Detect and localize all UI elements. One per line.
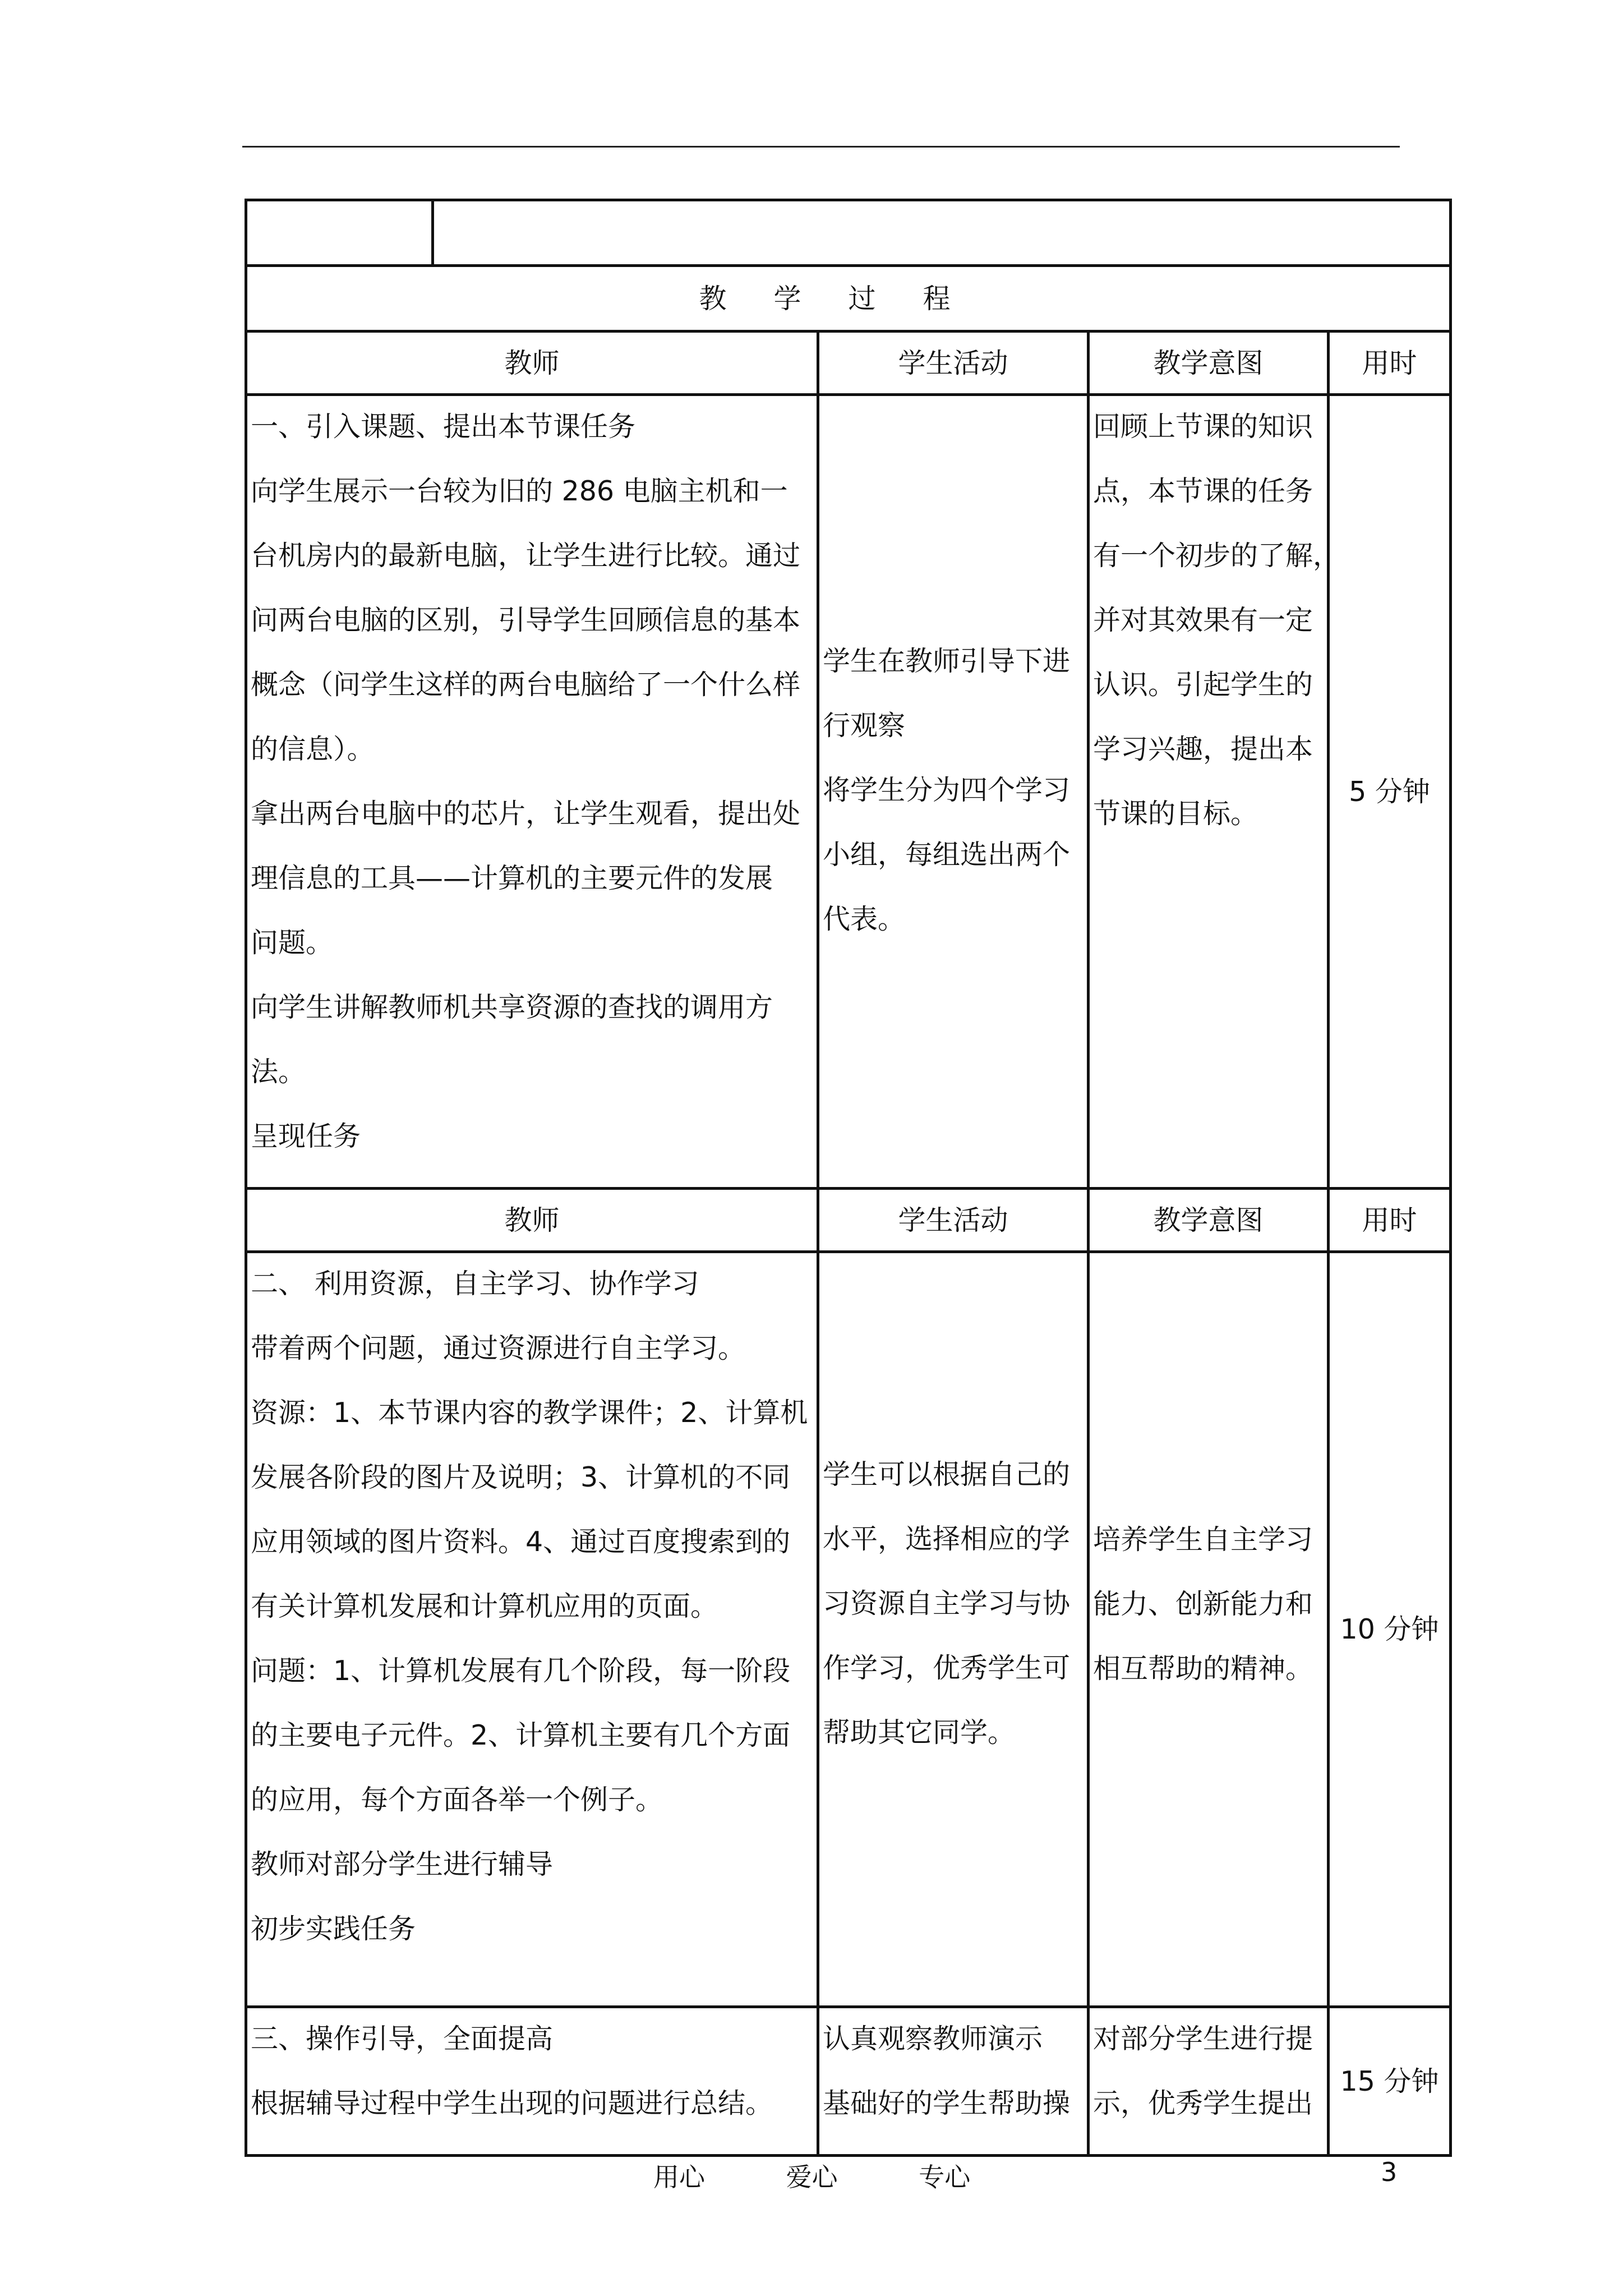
header-rule [242, 146, 1400, 148]
text-line: 向学生讲解教师机共享资源的查找的调用方 [251, 991, 773, 1023]
col-header-intent: 教学意图 [1089, 332, 1329, 395]
row3-time: 15 分钟 [1329, 2007, 1451, 2156]
text-line: 有关计算机发展和计算机应用的页面。 [251, 1590, 718, 1622]
text-line: 理信息的工具——计算机的主要元件的发展 [251, 862, 773, 894]
row1-time: 5 分钟 [1329, 395, 1451, 1189]
text-line: 带着两个问题，通过资源进行自主学习。 [251, 1332, 746, 1364]
col-header-teacher: 教师 [246, 1189, 818, 1252]
text-line: 教师对部分学生进行辅导 [251, 1848, 554, 1880]
column-header-row [246, 332, 1451, 395]
text-line: 水平，选择相应的学 [823, 1523, 1071, 1555]
text-line: 初步实践任务 [251, 1913, 416, 1945]
col-header-student: 学生活动 [818, 1189, 1089, 1252]
table-row [246, 1252, 1451, 2007]
text-line: 应用领域的图片资料。4、通过百度搜索到的 [251, 1526, 791, 1558]
blank-cell-left [246, 200, 433, 266]
motto-word: 用心 [653, 2162, 705, 2192]
text-line: 对部分学生进行提 [1093, 2023, 1313, 2055]
text-line: 的主要电子元件。2、计算机主要有几个方面 [251, 1719, 791, 1751]
text-line: 问题。 [251, 927, 334, 959]
text-line: 根据辅导过程中学生出现的问题进行总结。 [251, 2087, 773, 2119]
text-line: 节课的目标。 [1093, 798, 1258, 830]
row2-time: 10 分钟 [1329, 1252, 1451, 2007]
text-line: 小组，每组选出两个 [823, 839, 1071, 871]
text-line: 代表。 [823, 903, 906, 935]
text-line: 能力、创新能力和 [1093, 1588, 1313, 1620]
row1-student [818, 395, 1089, 1189]
col-header-teacher: 教师 [246, 332, 818, 395]
text-line: 二、 利用资源，自主学习、协作学习 [251, 1268, 699, 1300]
column-header-row [246, 1189, 1451, 1252]
text-line: 向学生展示一台较为旧的 286 电脑主机和一 [251, 475, 788, 507]
text-line: 示，优秀学生提出 [1093, 2087, 1313, 2119]
col-header-student: 学生活动 [818, 332, 1089, 395]
text-line: 帮助其它同学。 [823, 1717, 1016, 1749]
text-line: 点，本节课的任务 [1093, 475, 1313, 507]
text-line: 作学习，优秀学生可 [823, 1652, 1071, 1684]
text-line: 培养学生自主学习 [1093, 1524, 1313, 1556]
text-line: 的应用，每个方面各举一个例子。 [251, 1784, 663, 1816]
text-line: 三、操作引导，全面提高 [251, 2023, 554, 2055]
table-row [246, 2007, 1451, 2156]
col-header-time: 用时 [1329, 1189, 1451, 1252]
col-header-time: 用时 [1329, 332, 1451, 395]
lesson-plan-table [245, 199, 1452, 2157]
text-line: 法。 [251, 1056, 306, 1088]
text-line: 概念（问学生这样的两台电脑给了一个什么样 [251, 669, 801, 701]
motto-word: 爱心 [786, 2162, 838, 2192]
row2-intent [1089, 1252, 1329, 2007]
text-line: 呈现任务 [251, 1120, 361, 1152]
text-line: 相互帮助的精神。 [1093, 1653, 1313, 1685]
text-line: 资源：1、本节课内容的教学课件；2、计算机 [251, 1397, 808, 1429]
row3-intent [1089, 2007, 1329, 2156]
process-title: 教学过程 [246, 266, 1451, 332]
col-header-intent: 教学意图 [1089, 1189, 1329, 1252]
blank-cell-right [433, 200, 1451, 266]
text-line: 学习兴趣，提出本 [1093, 733, 1313, 765]
text-line: 学生在教师引导下进 [823, 645, 1071, 677]
process-title-row [246, 266, 1451, 332]
row1-intent [1089, 395, 1341, 1189]
text-line: 一、引入课题、提出本节课任务 [251, 411, 636, 443]
row3-student [818, 2007, 1089, 2156]
text-line: 问题：1、计算机发展有几个阶段，每一阶段 [251, 1655, 791, 1687]
text-line: 习资源自主学习与协 [823, 1588, 1071, 1619]
text-line: 学生可以根据自己的 [823, 1458, 1071, 1490]
text-line: 将学生分为四个学习 [823, 774, 1071, 806]
text-line: 认识。引起学生的 [1093, 669, 1313, 701]
row1-teacher [246, 395, 818, 1189]
text-line: 有一个初步的了解， [1093, 540, 1341, 572]
text-line: 台机房内的最新电脑，让学生进行比较。通过 [251, 540, 801, 572]
top-blank-row [246, 200, 1451, 266]
text-line: 的信息）。 [251, 733, 375, 765]
text-line: 认真观察教师演示 [823, 2023, 1043, 2055]
table-row [246, 395, 1451, 1189]
page-number: 3 [1381, 2157, 1398, 2187]
row2-student [818, 1252, 1089, 2007]
text-line: 回顾上节课的知识 [1093, 411, 1313, 443]
footer-motto [653, 2157, 1043, 2194]
text-line: 行观察 [823, 710, 906, 742]
row3-teacher [246, 2007, 818, 2156]
text-line: 发展各阶段的图片及说明；3、计算机的不同 [251, 1461, 791, 1493]
motto-word: 专心 [919, 2162, 971, 2192]
row2-teacher [246, 1252, 818, 2007]
text-line: 基础好的学生帮助操 [823, 2087, 1071, 2119]
text-line: 并对其效果有一定 [1093, 604, 1313, 636]
text-line: 拿出两台电脑中的芯片，让学生观看，提出处 [251, 798, 801, 830]
text-line: 问两台电脑的区别，引导学生回顾信息的基本 [251, 604, 801, 636]
